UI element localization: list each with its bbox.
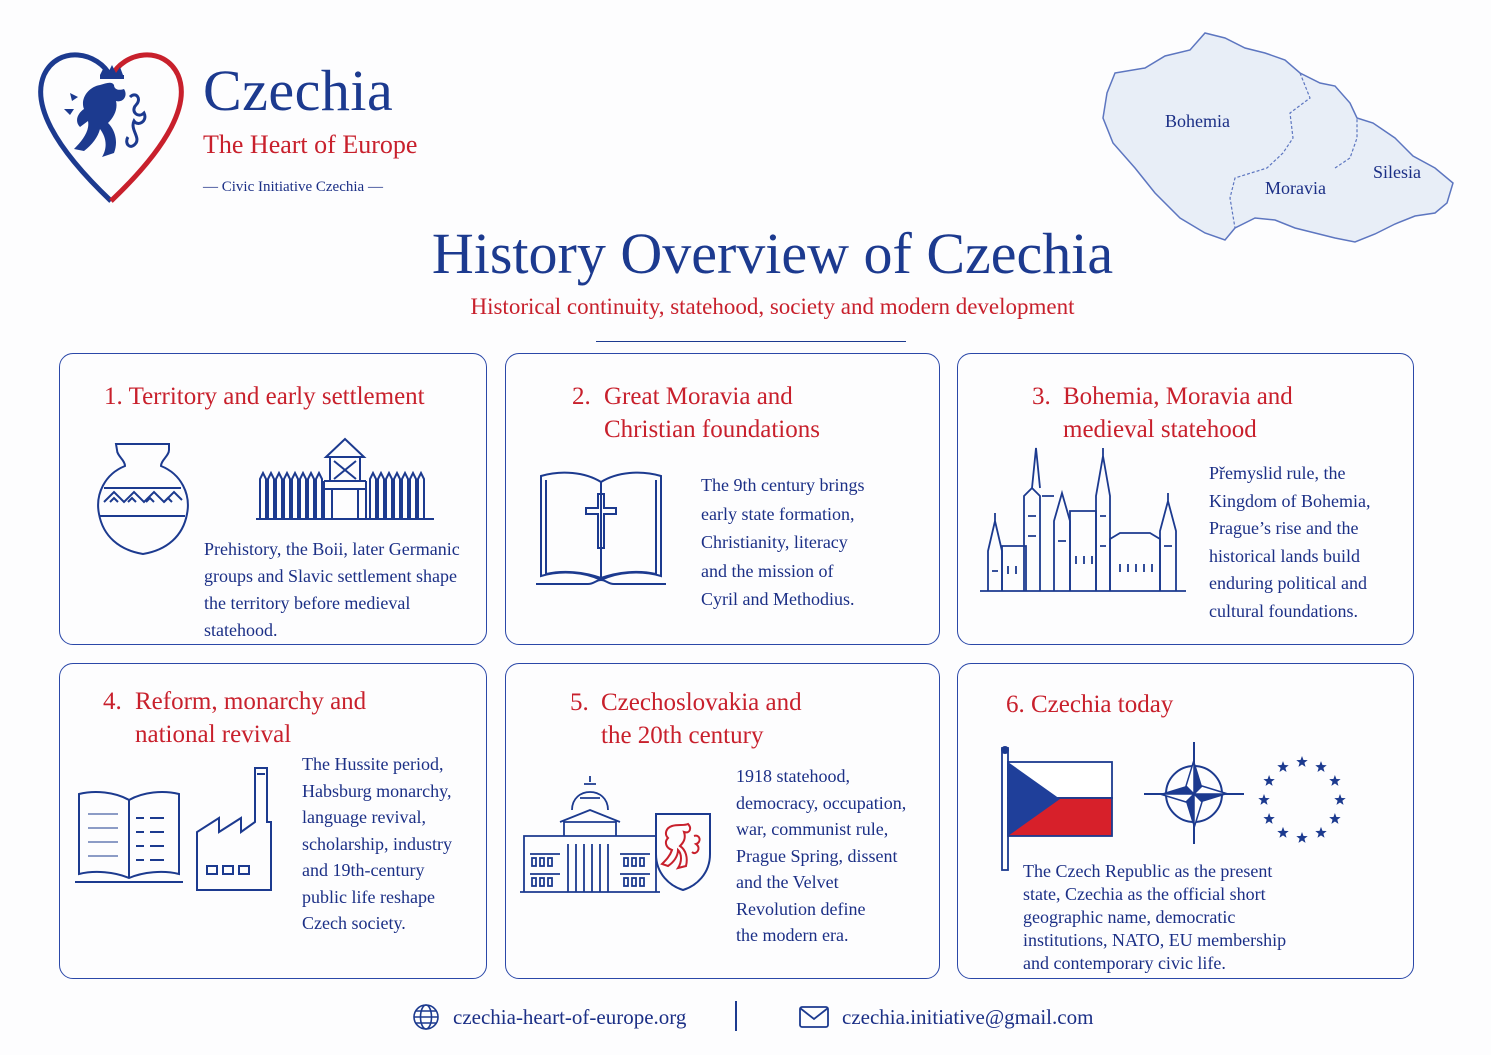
card-title <box>1006 688 1173 721</box>
card-title-line: Great Moravia and <box>604 383 793 410</box>
card-text-line: historical lands build <box>1209 545 1360 566</box>
eu-star <box>1277 761 1288 772</box>
card-text-line: language revival, <box>302 807 426 827</box>
card-text-line: statehood. <box>204 620 278 640</box>
card-description <box>1209 460 1370 625</box>
card-title-line: Territory and early settlement <box>128 383 425 410</box>
factory-icon <box>195 766 283 892</box>
card-number: 5. <box>570 689 589 716</box>
map-label-bohemia: Bohemia <box>1165 111 1230 131</box>
page-subtitle: Historical continuity, statehood, society and modern development <box>470 294 1075 319</box>
card-text-line: groups and Slavic settlement shape <box>204 566 457 586</box>
card-number: 2. <box>572 383 591 410</box>
card-text-line: The 9th century brings <box>701 475 865 495</box>
card-title <box>570 686 802 752</box>
eu-star <box>1329 813 1340 824</box>
brand-name: Czechia <box>203 58 394 123</box>
card-title-line: the 20th century <box>601 722 764 749</box>
card-territory <box>59 353 487 645</box>
card-title <box>1032 380 1293 446</box>
card-title-line: Bohemia, Moravia and <box>1063 383 1293 410</box>
page-title: History Overview of Czechia <box>431 221 1114 286</box>
card-text-line: Prague’s rise and the <box>1209 518 1359 538</box>
card-text-line: enduring political and <box>1209 573 1367 593</box>
footer-divider <box>735 1001 737 1031</box>
card-description <box>736 763 906 949</box>
card-description <box>701 471 864 614</box>
card-text-line: The Hussite period, <box>302 754 444 774</box>
wooden-fort-icon <box>256 437 436 522</box>
eu-stars-icon <box>1256 754 1348 846</box>
card-title-line: Czechoslovakia and <box>601 689 802 716</box>
card-great-moravia <box>505 353 940 645</box>
coat-of-arms-lion-icon <box>654 812 712 892</box>
card-text-line: democracy, occupation, <box>736 792 907 813</box>
card-number: 6. <box>1006 691 1025 718</box>
eu-star <box>1277 827 1288 838</box>
card-title <box>572 380 820 446</box>
card-text-line: early state formation, <box>701 503 855 524</box>
card-text-line: and the mission of <box>701 560 834 581</box>
card-text-line: state, Czechia as the official short <box>1023 884 1266 904</box>
card-text-line: Revolution define <box>736 898 866 919</box>
card-description <box>302 751 452 937</box>
card-text-line: The Czech Republic as the present <box>1023 861 1273 881</box>
card-text-line: Czech society. <box>302 913 406 933</box>
card-text-line: scholarship, industry <box>302 833 452 854</box>
card-title-line: Christian foundations <box>604 416 820 443</box>
card-text-line: institutions, NATO, EU membership <box>1023 930 1287 950</box>
map-label-silesia: Silesia <box>1373 162 1421 182</box>
heart-lion-logo-icon <box>38 45 184 205</box>
envelope-icon <box>799 1006 829 1028</box>
card-title <box>104 380 425 413</box>
card-text-line: geographic name, democratic <box>1023 907 1236 927</box>
card-text-line: the territory before medieval <box>204 593 411 613</box>
card-description <box>204 536 460 644</box>
card-number: 3. <box>1032 383 1051 410</box>
eu-star <box>1296 832 1307 843</box>
map-label-moravia: Moravia <box>1265 178 1326 198</box>
card-number: 1. <box>104 383 123 410</box>
card-text-line: Prague Spring, dissent <box>736 845 898 866</box>
globe-icon <box>412 1003 440 1031</box>
card-text-line: war, communist rule, <box>736 819 889 839</box>
card-title-line: national revival <box>135 721 292 748</box>
parliament-building-icon <box>520 768 660 894</box>
card-text-line: and contemporary civic life. <box>1023 953 1226 973</box>
card-title-line: Czechia today <box>1031 691 1174 718</box>
czech-flag-icon <box>998 746 1118 872</box>
clay-pot-icon <box>90 438 195 558</box>
card-text-line: Přemyslid rule, the <box>1209 463 1346 483</box>
eu-star <box>1315 761 1326 772</box>
card-text-line: 1918 statehood, <box>736 766 850 786</box>
card-text-line: Prehistory, the Boii, later Germanic <box>204 539 460 559</box>
brand-tagline: The Heart of Europe <box>203 130 418 159</box>
eu-star <box>1334 794 1345 805</box>
card-number: 4. <box>103 688 122 715</box>
card-national-revival <box>59 663 487 979</box>
card-czechia-today <box>957 663 1414 979</box>
eu-star <box>1329 775 1340 786</box>
eu-star <box>1315 827 1326 838</box>
card-title <box>103 685 366 751</box>
eu-star <box>1258 794 1269 805</box>
open-book-icon <box>74 790 184 885</box>
eu-star <box>1296 756 1307 767</box>
card-text-line: Christianity, literacy <box>701 532 848 553</box>
brand-organization: — Civic Initiative Czechia — <box>203 179 383 195</box>
card-medieval-statehood <box>957 353 1414 645</box>
email-link[interactable]: czechia.initiative@gmail.com <box>842 1005 1094 1029</box>
title-divider <box>596 341 906 342</box>
card-description <box>1023 860 1286 975</box>
card-text-line: cultural foundations. <box>1209 600 1358 621</box>
card-text-line: the modern era. <box>736 925 849 945</box>
czech-regions-map <box>1095 28 1460 248</box>
card-text-line: and the Velvet <box>736 872 839 892</box>
card-text-line: Habsburg monarchy, <box>302 780 452 801</box>
nato-compass-icon <box>1144 742 1244 844</box>
card-czechoslovakia <box>505 663 940 979</box>
card-title-line: Reform, monarchy and <box>135 688 367 715</box>
card-text-line: and 19th-century <box>302 860 425 880</box>
card-title-line: medieval statehood <box>1063 416 1257 443</box>
website-link[interactable]: czechia-heart-of-europe.org <box>453 1005 687 1029</box>
brand-organization-label: Civic Initiative Czechia <box>221 179 365 195</box>
bible-cross-icon <box>534 472 668 588</box>
card-text-line: Cyril and Methodius. <box>701 589 855 610</box>
card-text-line: Kingdom of Bohemia, <box>1209 490 1371 511</box>
eu-star <box>1263 775 1274 786</box>
eu-star <box>1263 813 1274 824</box>
prague-castle-icon <box>980 446 1186 594</box>
card-text-line: public life reshape <box>302 886 435 907</box>
